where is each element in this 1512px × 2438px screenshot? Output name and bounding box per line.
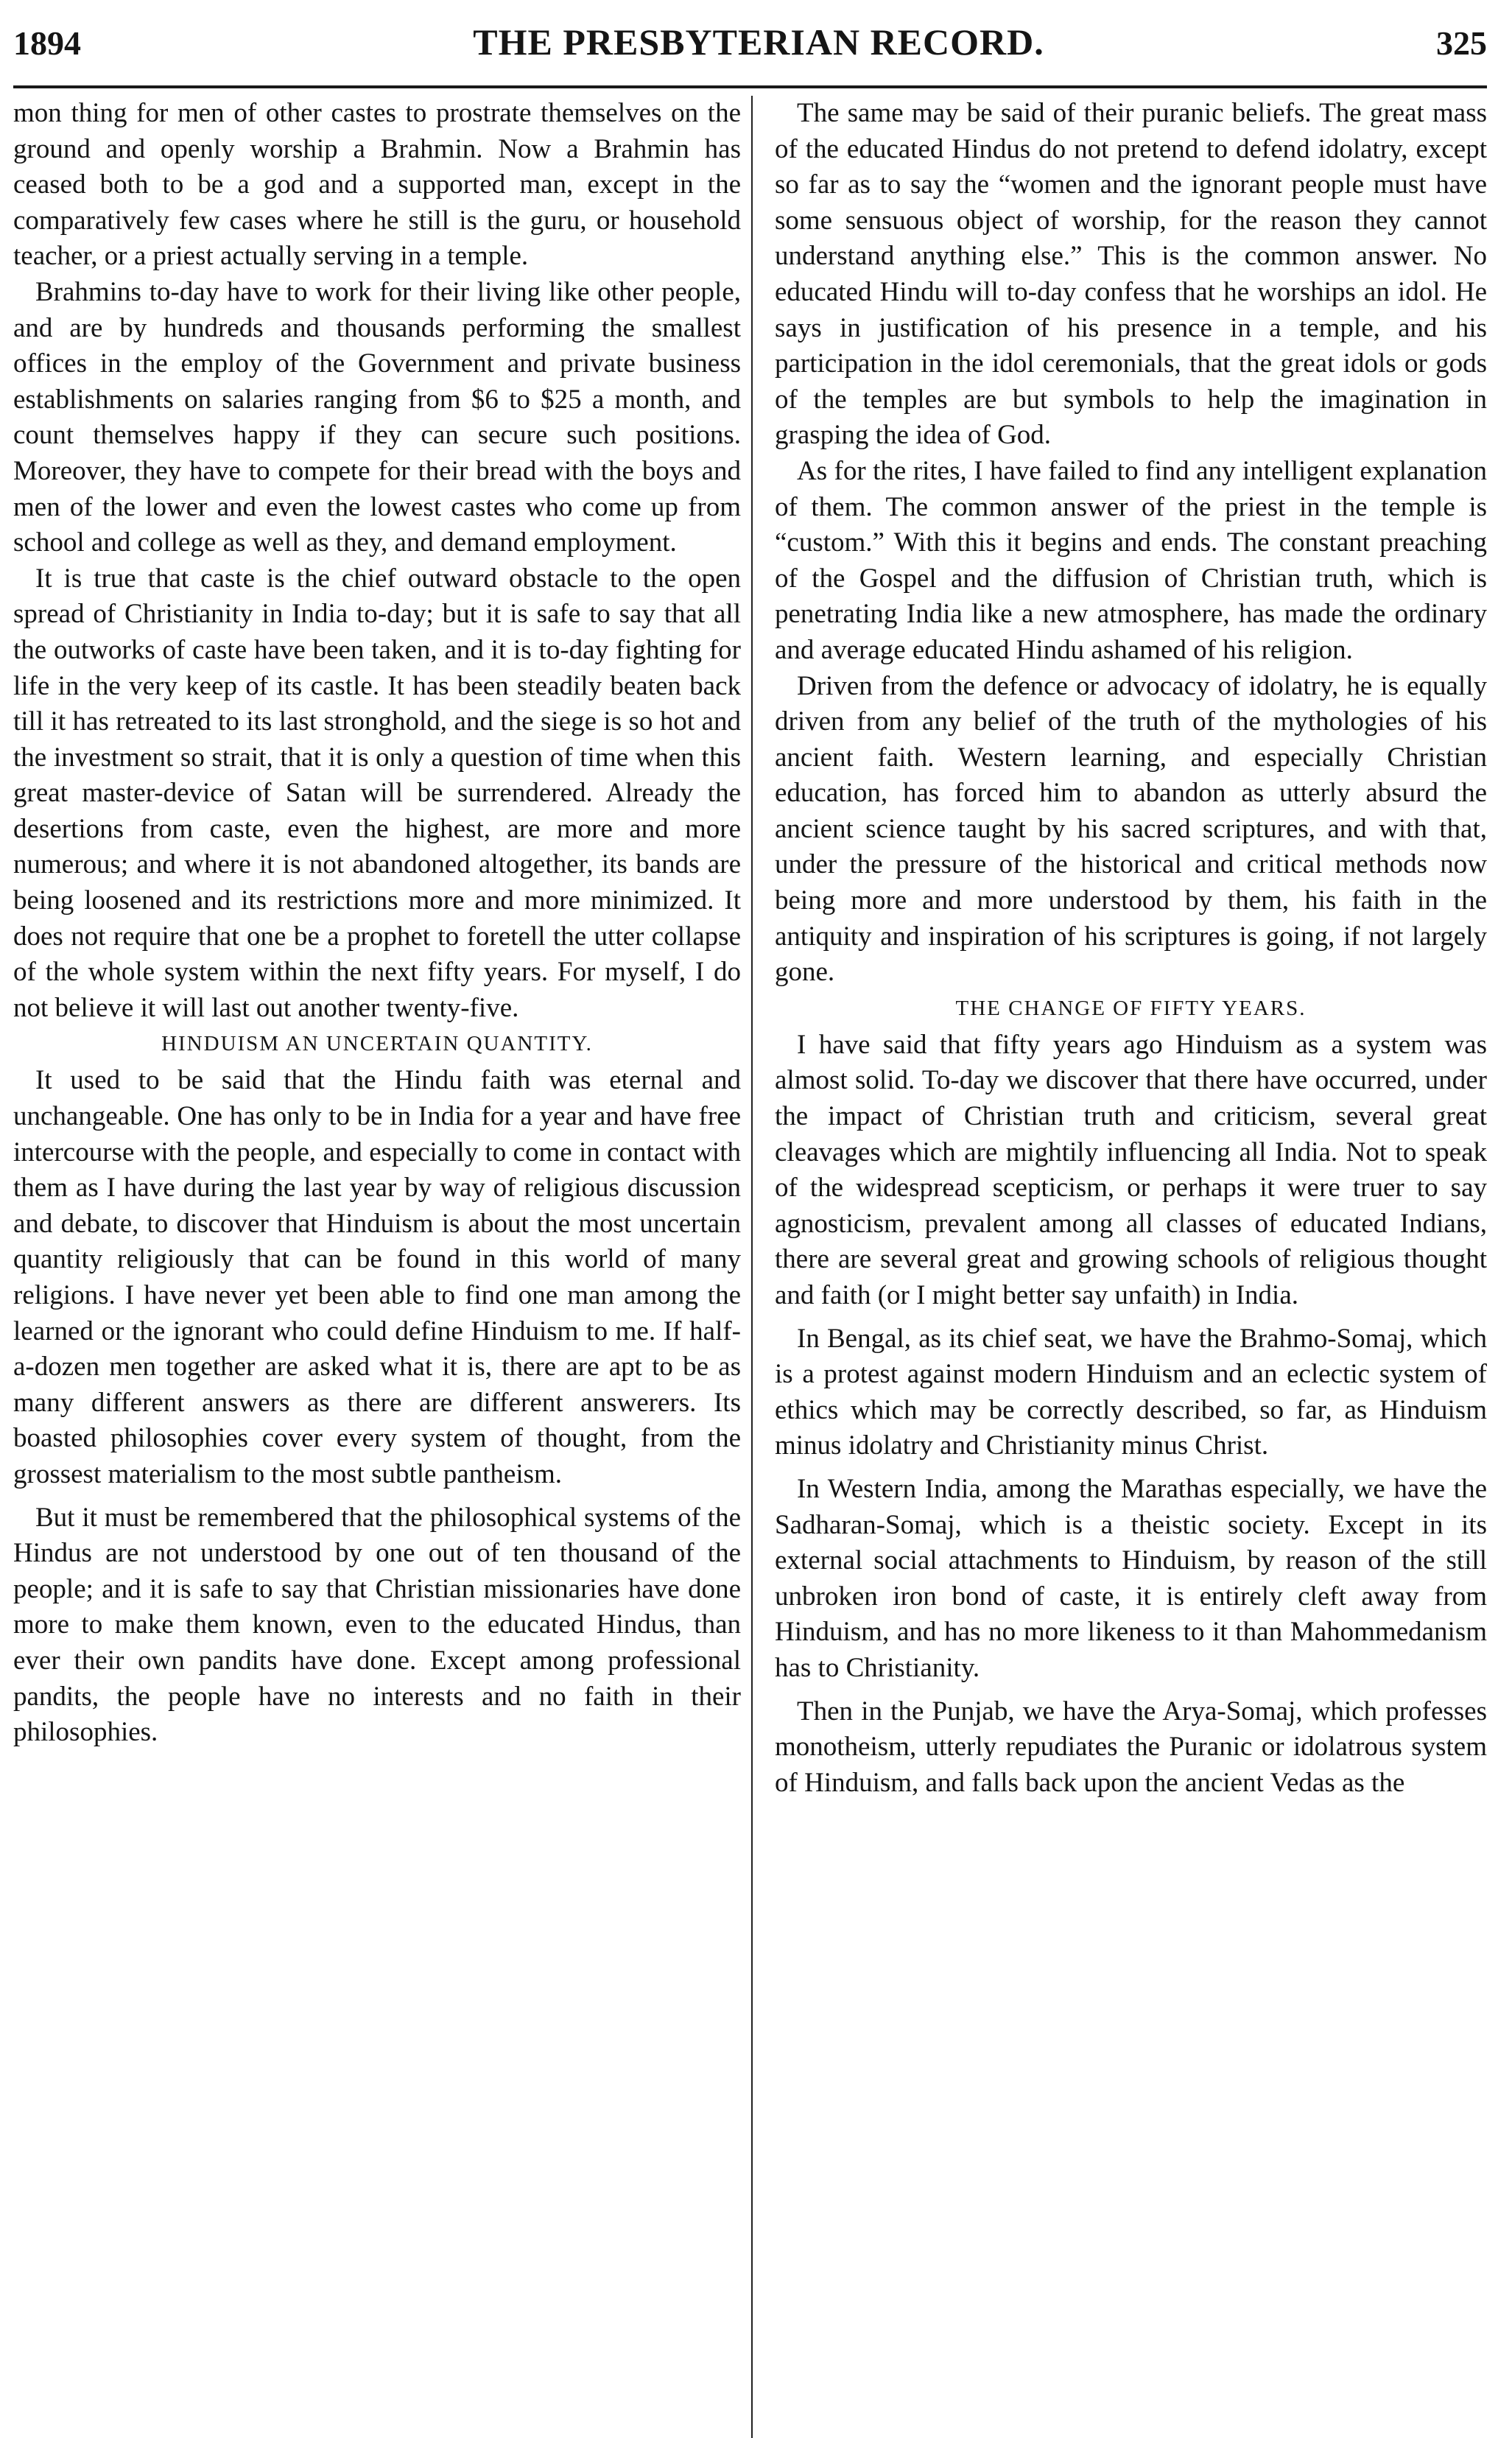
paragraph: But it must be remembered that the philosophical systems of the Hindus are not understood by one out of ten thousand of the people; and it is safe to say that Christian missionaries have done more to make them known, even to the educated Hindus, than ever their own pandits have done. Except among professional pandits, the people have no interests and no faith in their philosophies. [13,1502,741,1748]
paragraph: In Bengal, as its chief seat, we have the Brahmo-Somaj, which is a protest against modern Hinduism and an eclectic system of ethics which may be correctly described, so far, as Hinduism minus idolatry and Christianity minus Christ. [775,1323,1487,1461]
paragraph: Then in the Punjab, we have the Arya-Somaj, which professes monotheism, utterly repudiates the Puranic or idolatrous system of Hinduism, and falls back upon the ancient Vedas as the [775,1696,1487,1798]
right-column [753,96,1487,1801]
article-columns [13,96,1487,2438]
header-rule [13,85,1487,88]
paragraph: The same may be said of their puranic beliefs. The great mass of the educated Hindus do not pretend to defend idolatry, except so far as to say the “women and the ignorant people must have some sensuous object of worship, for the reason they cannot understand anything else.” This is the common answer. No educated Hindu will to-day confess that he worships an idol. He says in justification of his presence in a temple, and his participation in the idol ceremonials, that the great idols or gods of the temples are but symbols to help the imagination in grasping the idea of God. [775,98,1487,451]
paragraph: I have said that fifty years ago Hinduism as a system was almost solid. To-day we discover that there have occurred, under the impact of Christian truth and criticism, several great cleavages which are mightily influencing all India. Not to speak of the widespread scepticism, or perhaps it were truer to say agnosticism, prevalent among all classes of educated Indians, there are several great and growing schools of religious thought and faith (or I might better say unfaith) in India. [775,1029,1487,1310]
paragraph: Brahmins to-day have to work for their living like other people, and are by hundreds and thousands performing the smallest offices in the employ of the Government and private business establishments on salaries ranging from $6 to $25 a month, and count themselves happy if they can secure such positions. Moreover, they have to compete for their bread with the boys and men of the lower and even the lowest castes who come up from school and college as well as they, and demand employment. [13,276,741,558]
paragraph: As for the rites, I have failed to find any intelligent explanation of them. The common answer of the priest in the temple is “custom.” With this it begins and ends. The constant preaching of the Gospel and the diffusion of Christian truth, which is penetrating India like a new atmosphere, has made the ordinary and average educated Hindu ashamed of his religion. [775,455,1487,665]
paragraph: In Western India, among the Marathas especially, we have the Sadharan-Somaj, which is a theistic society. Except in its external social attachments to Hinduism, by reason of the still unbroken iron bond of caste, it is entirely cleft away from Hinduism, and has no more likeness to it than Mahommedanism has to Christianity. [775,1473,1487,1683]
paragraph: mon thing for men of other castes to prostrate themselves on the ground and openly worship a Brahmin. Now a Brahmin has ceased both to be a god and a supported man, except in the comparatively few cases where he still is the guru, or household teacher, or a priest actually serving in a temple. [13,98,741,272]
section-heading: HINDUISM AN UNCERTAIN QUANTITY. [161,1032,593,1056]
issue-year: 1894 [13,24,81,62]
page-number: 325 [1435,24,1487,62]
paragraph: Driven from the defence or advocacy of idolatry, he is equally driven from any belief of the truth of the mythologies of his ancient faith. Western learning, and especially Christian education, has forced him to abandon as utterly absurd the ancient science taught by his sacred scriptures, and with that, under the pressure of the historical and critical methods now being more and more understood by them, his faith in the antiquity and inspiration of his scriptures is going, if not largely gone. [775,670,1487,988]
paragraph: It used to be said that the Hindu faith was eternal and unchangeable. One has only to be in India for a year and have free intercourse with the people, and especially to come in contact with them as I have during the last year by way of religious discussion and debate, to discover that Hinduism is about the most uncertain quantity religiously that can be found in this world of many religions. I have never yet been able to find one man among the learned or the ignorant who could define Hinduism to me. If half-a-dozen men together are asked what it is, there are apt to be as many different answers as there are different answerers. Its boasted philosophies cover every system of thought, from the grossest materialism to the most subtle pantheism. [13,1065,741,1489]
page-header [13,21,1487,75]
paragraph: It is true that caste is the chief outward obstacle to the open spread of Christianity in India to-day; but it is safe to say that all the outworks of caste have been taken, and it is to-day fighting for life in the very keep of its castle. It has been steadily beaten back till it has retreated to its last stronghold, and the siege is so hot and the investment so strait, that it is only a question of time when this great master-device of Satan will be surrendered. Already the desertions from caste, even the highest, are more and more numerous; and where it is not abandoned altogether, its bands are being loosened and its restrictions more and more minimized. It does not require that one be a prophet to foretell the utter collapse of the whole system within the next fifty years. For myself, I do not believe it will last out another twenty-five. [13,563,741,1023]
section-heading: THE CHANGE OF FIFTY YEARS. [955,996,1307,1020]
publication-title: THE PRESBYTERIAN RECORD. [473,21,1044,63]
left-column [13,96,751,1751]
